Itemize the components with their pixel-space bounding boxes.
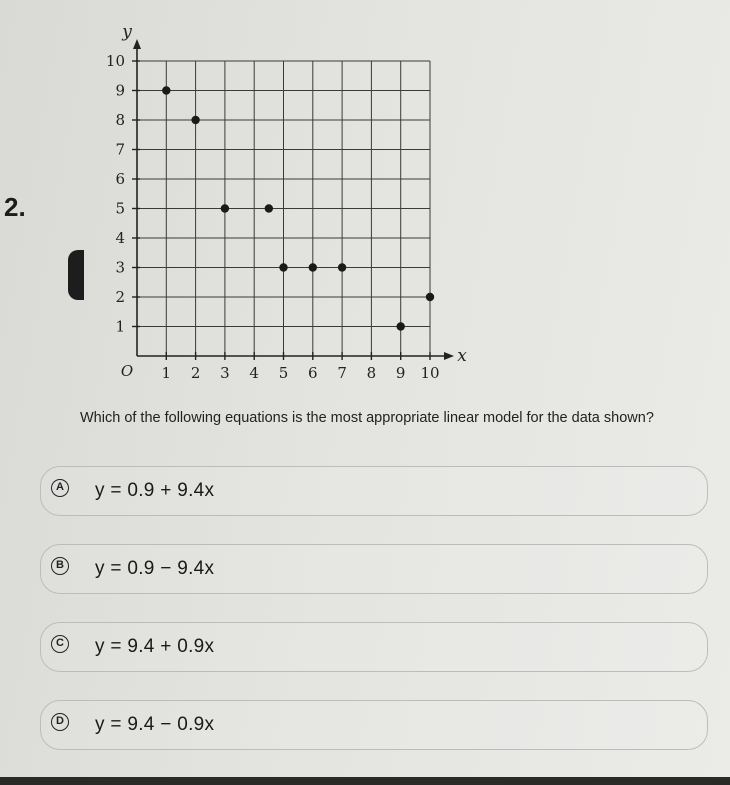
x-tick-label: 5 — [278, 364, 289, 382]
grid-lines — [137, 61, 430, 356]
choice-a[interactable] — [40, 466, 708, 516]
data-point — [426, 293, 434, 301]
data-point — [221, 204, 229, 212]
choice-c-equation: y = 9.4 + 0.9x — [95, 636, 215, 657]
x-tick-label: 4 — [249, 364, 259, 382]
data-point — [309, 263, 317, 271]
data-point — [397, 322, 405, 330]
y-tick-label: 1 — [115, 317, 125, 336]
y-tick-label: 8 — [115, 111, 125, 129]
x-tick-label: 8 — [366, 364, 377, 382]
x-tick-label: 10 — [420, 364, 440, 382]
y-tick-label: 3 — [115, 258, 125, 277]
x-tick-label: 7 — [337, 364, 347, 382]
choice-a-letter: A — [51, 479, 69, 497]
x-axis-arrow — [444, 352, 454, 360]
bottom-bar — [0, 777, 730, 785]
data-point — [265, 204, 273, 212]
y-tick-label: 7 — [115, 140, 125, 159]
y-tick-label: 5 — [115, 199, 125, 218]
choice-a-equation: y = 0.9 + 9.4x — [95, 480, 215, 501]
axis-labels — [106, 22, 467, 382]
choice-b-equation: y = 0.9 − 9.4x — [95, 558, 215, 579]
origin-label: O — [120, 362, 134, 380]
x-axis-label: x — [457, 346, 467, 366]
axes — [132, 39, 454, 360]
data-point — [162, 86, 170, 94]
choice-d-equation: y = 9.4 − 0.9x — [95, 714, 215, 735]
x-tick-label: 6 — [308, 364, 318, 382]
choice-c[interactable] — [40, 622, 708, 672]
data-point — [338, 263, 346, 271]
y-tick-label: 10 — [105, 52, 125, 70]
y-tick-label: 2 — [115, 288, 125, 306]
choice-b[interactable] — [40, 544, 708, 594]
y-axis-label: y — [122, 22, 132, 42]
y-axis-arrow — [133, 39, 141, 49]
question-prompt: Which of the following equations is the most appropriate linear model for the data shown? — [80, 410, 654, 426]
x-tick-label: 2 — [190, 364, 201, 382]
x-tick-label: 3 — [220, 364, 230, 382]
data-point — [279, 263, 287, 271]
y-tick-label: 4 — [115, 229, 125, 247]
choice-c-letter: C — [51, 635, 69, 653]
data-point — [191, 116, 199, 124]
question-number: 2. — [4, 192, 26, 222]
y-tick-label: 6 — [115, 170, 125, 188]
y-tick-label: 9 — [115, 81, 125, 100]
choice-b-letter: B — [51, 557, 69, 575]
choice-d-letter: D — [51, 713, 69, 731]
choice-d[interactable] — [40, 700, 708, 750]
scatter-plot — [0, 0, 480, 400]
x-tick-label: 1 — [161, 364, 172, 382]
x-tick-label: 9 — [395, 364, 406, 382]
